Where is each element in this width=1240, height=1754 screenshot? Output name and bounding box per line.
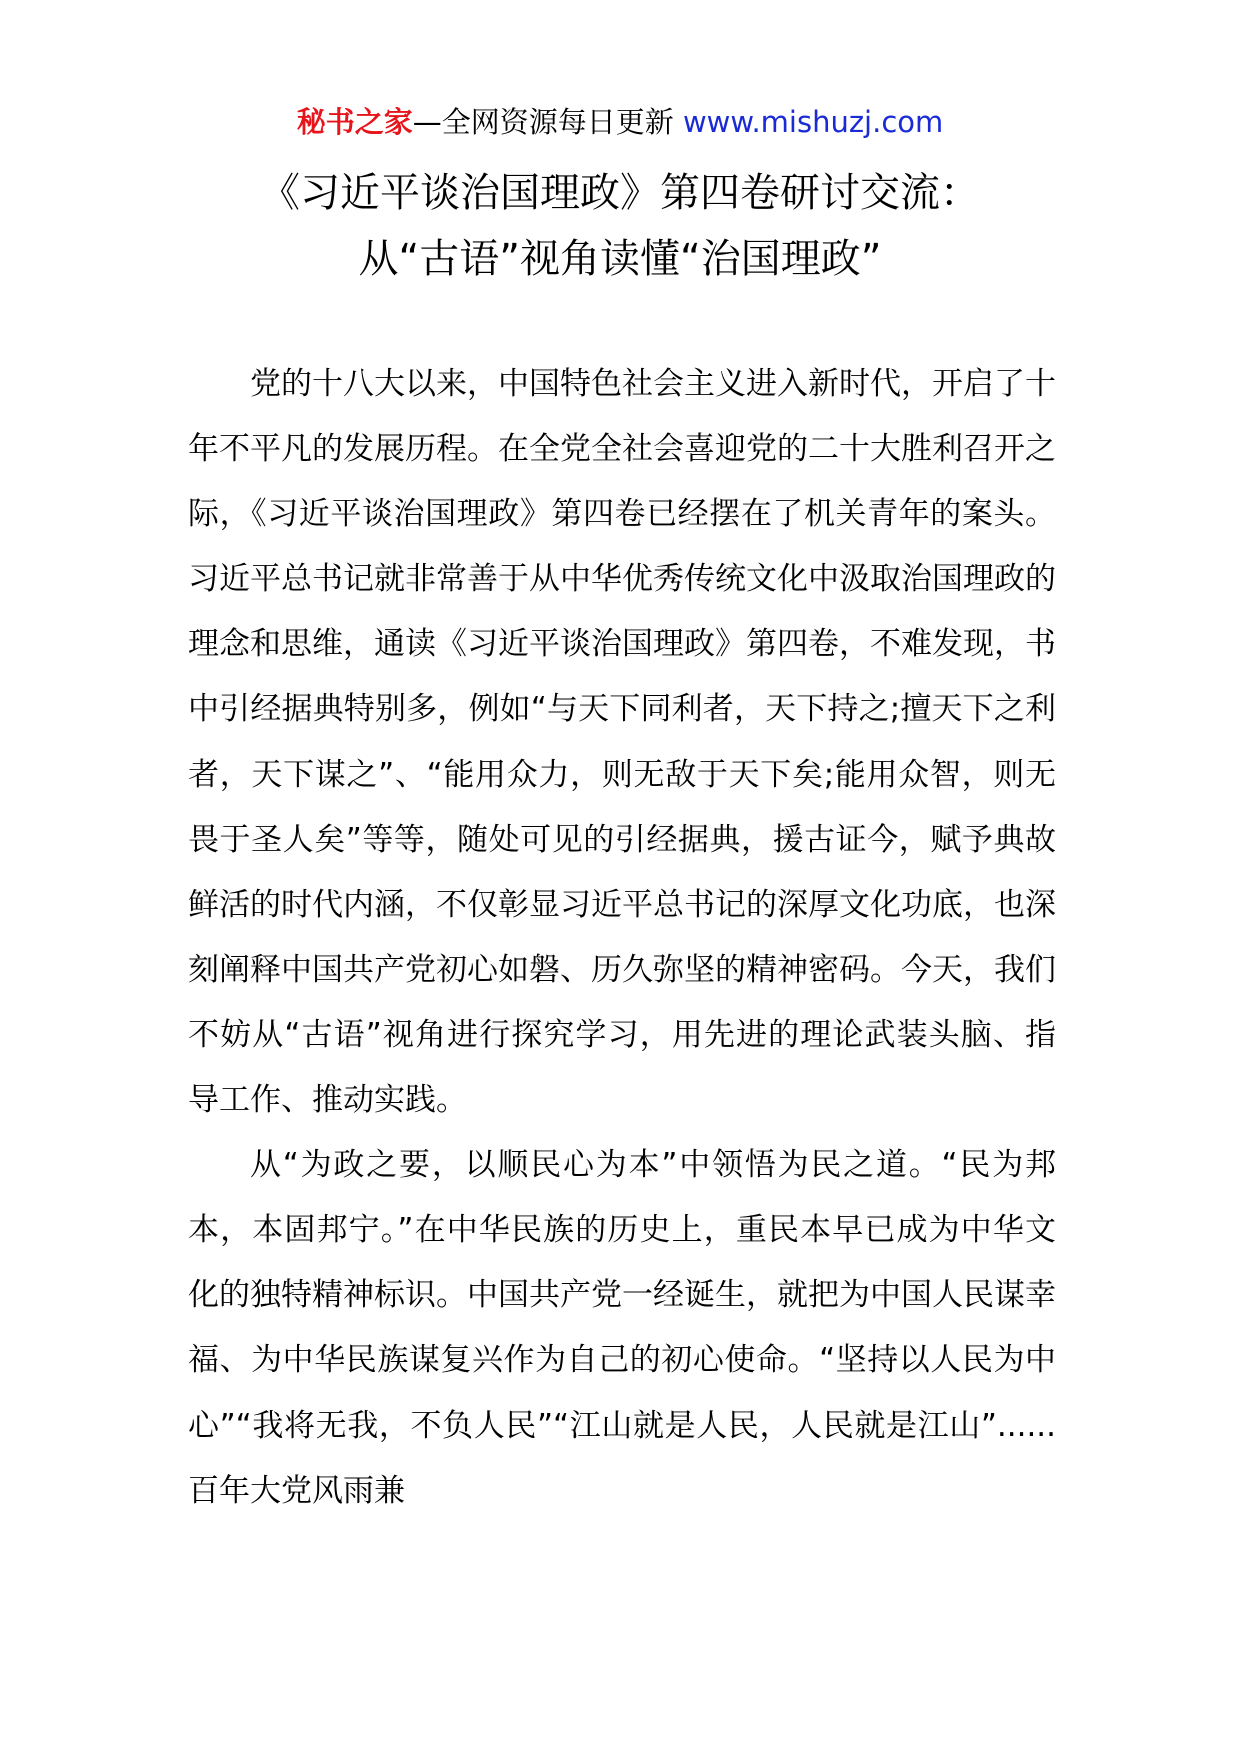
document-title (0, 160, 1240, 292)
paragraph-2: 从“为政之要，以顺民心为本”中领悟为民之道。“民为邦本，本固邦宁。”在中华民族的历史上，重民本早已成为中华文化的独特精神标识。中国共产党一经诞生，就把为中国人民谋幸福、为中华民族谋复兴作为自己的初心使命。“坚持以人民为中心”“我将无我，不负人民”“江山就是人民，人民就是江山”......百年大党风雨兼 (188, 1147, 1056, 1509)
paragraph-1: 党的十八大以来，中国特色社会主义进入新时代，开启了十年不平凡的发展历程。在全党全社会喜迎党的二十大胜利召开之际，《习近平谈治国理政》第四卷已经摆在了机关青年的案头。习近平总书记就非常善于从中华优秀传统文化中汲取治国理政的理念和思维，通读《习近平谈治国理政》第四卷，不难发现，书中引经据典特别多，例如“与天下同利者，天下持之;擅天下之利者，天下谋之”、“能用众力，则无敌于天下矣;能用众智，则无畏于圣人矣”等等，随处可见的引经据典，援古证今，赋予典故鲜活的时代内涵，不仅彰显习近平总书记的深厚文化功底，也深刻阐释中国共产党初心如磐、历久弥坚的精神密码。今天，我们不妨从“古语”视角进行探究学习，用先进的理论武装头脑、指导工作、推动实践。 (188, 366, 1056, 1119)
site-url-link[interactable]: www.mishuzj.com (682, 105, 944, 139)
site-header (0, 102, 1240, 142)
title-line-2: 从“古语”视角读懂“治国理政” (358, 236, 882, 282)
site-slogan: —全网资源每日更新 (412, 105, 683, 139)
document-body (188, 352, 1056, 1524)
site-brand: 秘书之家 (296, 105, 413, 139)
title-line-1: 《习近平谈治国理政》第四卷研讨交流： (260, 170, 980, 216)
